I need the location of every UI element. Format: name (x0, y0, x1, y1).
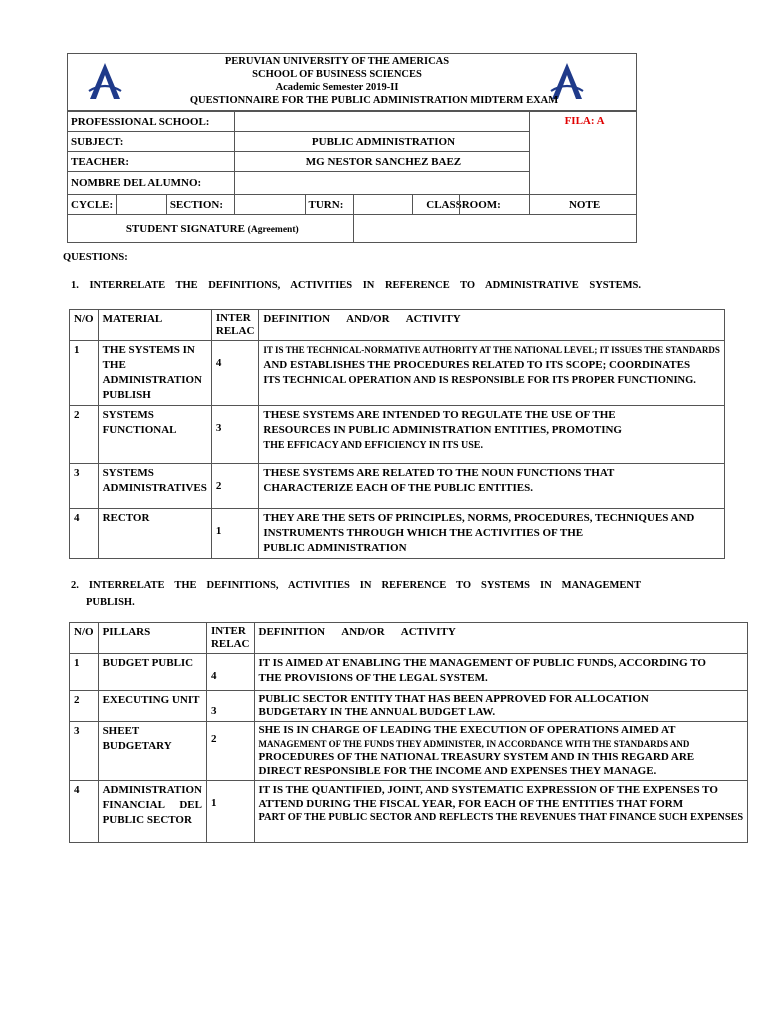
teacher-value: MG NESTOR SANCHEZ BAEZ (234, 152, 529, 172)
student-name-field[interactable] (234, 172, 529, 195)
definition-line: ITS TECHNICAL OPERATION AND IS RESPONSIBLE FOR ITS PROPER FUNCTIONING. (263, 375, 696, 386)
col-header-definition: DEFINITION AND/OR ACTIVITY (254, 623, 748, 654)
section-field[interactable] (234, 195, 305, 215)
definition-line: PART OF THE PUBLIC SECTOR AND REFLECTS THE REVENUES THAT FINANCE SUCH EXPENSES (258, 812, 744, 823)
definition-line: THESE SYSTEMS ARE INTENDED TO REGULATE THE USE OF THE (263, 409, 616, 421)
row-number: 2 (70, 406, 99, 464)
row-relac[interactable]: 2 (206, 722, 254, 781)
header-fields-table (67, 111, 637, 243)
classroom-label: CLASSROOM: (426, 198, 501, 211)
subject-label: SUBJECT: (68, 132, 235, 152)
table-row (70, 406, 725, 464)
semester: Academic Semester 2019-II (275, 82, 399, 93)
fila-label: FILA: A (564, 115, 605, 127)
row-pillar: ADMINISTRATION FINANCIAL DEL PUBLIC SECTOR (98, 781, 206, 843)
row-definition (259, 509, 724, 559)
row-pillar: EXECUTING UNIT (98, 691, 206, 722)
question1-title: 1. INTERRELATE THE DEFINITIONS, ACTIVITIES IN REFERENCE TO ADMINISTRATIVE SYSTEMS. (71, 280, 641, 291)
row-number: 2 (70, 691, 99, 722)
definition-line: IT IS AIMED AT ENABLING THE MANAGEMENT OF PUBLIC FUNDS, ACCORDING TO (258, 657, 706, 669)
row-relac[interactable]: 1 (206, 781, 254, 843)
row-material: RECTOR (98, 509, 211, 559)
row-material: THE SYSTEMS IN THE ADMINISTRATION PUBLISH (98, 341, 211, 406)
definition-line: SHE IS IN CHARGE OF LEADING THE EXECUTION OF OPERATIONS AIMED AT (258, 724, 676, 736)
col-header-no: N/O (70, 623, 99, 654)
col-header-material: MATERIAL (98, 310, 211, 341)
definition-line: INSTRUMENTS THROUGH WHICH THE ACTIVITIES OF THE (263, 527, 584, 539)
question1-table (69, 309, 725, 559)
signature-label: STUDENT SIGNATURE (125, 222, 245, 235)
row-definition (254, 722, 748, 781)
definition-line: BUDGETARY IN THE ANNUAL BUDGET LAW. (258, 706, 496, 718)
row-relac[interactable]: 3 (211, 406, 259, 464)
exam-header (67, 53, 637, 238)
definition-line: DIRECT RESPONSIBLE FOR THE INCOME AND EXPENSES THEY MANAGE. (258, 764, 657, 777)
definition-line: RESOURCES IN PUBLIC ADMINISTRATION ENTITIES, PROMOTING (263, 424, 622, 436)
col-header-definition: DEFINITION AND/OR ACTIVITY (259, 310, 724, 341)
turn-field[interactable] (354, 195, 413, 215)
signature-note: (Agreement) (247, 224, 299, 235)
questions-label: QUESTIONS: (63, 252, 128, 263)
row-definition (254, 654, 748, 691)
question2-title-cont: PUBLISH. (86, 597, 135, 608)
row-number: 1 (70, 654, 99, 691)
col-header-relac: INTER RELAC (211, 310, 259, 341)
row-pillar: SHEET BUDGETARY (98, 722, 206, 781)
school-name: SCHOOL OF BUSINESS SCIENCES (252, 69, 422, 80)
cycle-field[interactable] (116, 195, 166, 215)
table-row (70, 464, 725, 509)
table-row (70, 722, 748, 781)
definition-line: ATTEND DURING THE FISCAL YEAR, FOR EACH OF THE ENTITIES THAT FORM (258, 798, 684, 810)
fila-cell (530, 112, 637, 195)
definition-line: THE EFFICACY AND EFFICIENCY IN ITS USE. (263, 440, 483, 451)
row-relac[interactable]: 3 (206, 691, 254, 722)
definition-line: THEY ARE THE SETS OF PRINCIPLES, NORMS, PROCEDURES, TECHNIQUES AND (263, 512, 695, 524)
definition-line: CHARACTERIZE EACH OF THE PUBLIC ENTITIES. (263, 482, 533, 494)
col-header-no: N/O (70, 310, 99, 341)
definition-line: MANAGEMENT OF THE FUNDS THEY ADMINISTER, IN ACCORDANCE WITH THE STANDARDS AND (258, 738, 690, 749)
signature-label-cell (68, 215, 354, 243)
exam-title: QUESTIONNAIRE FOR THE PUBLIC ADMINISTRATION MIDTERM EXAM (189, 95, 559, 106)
question2-table (69, 622, 748, 843)
row-definition (254, 781, 748, 843)
turn-label: TURN: (305, 195, 354, 215)
col-header-relac: INTER RELAC (206, 623, 254, 654)
definition-line: PROCEDURES OF THE NATIONAL TREASURY SYSTEM AND IN THIS REGARD ARE (258, 751, 695, 763)
classroom-cell (413, 195, 530, 215)
definition-line: THESE SYSTEMS ARE RELATED TO THE NOUN FUNCTIONS THAT (263, 467, 615, 479)
row-number: 4 (70, 781, 99, 843)
definition-line: IT IS THE QUANTIFIED, JOINT, AND SYSTEMATIC EXPRESSION OF THE EXPENSES TO (258, 784, 718, 796)
cycle-label: CYCLE: (68, 195, 117, 215)
signature-field[interactable] (354, 215, 637, 243)
table-row (70, 654, 748, 691)
professional-school-value[interactable] (234, 112, 529, 132)
professional-school-label: PROFESSIONAL SCHOOL: (68, 112, 235, 132)
definition-line: THE PROVISIONS OF THE LEGAL SYSTEM. (258, 672, 488, 684)
table-row (70, 781, 748, 843)
definition-line: PUBLIC ADMINISTRATION (263, 542, 407, 554)
question2-title: 2. INTERRELATE THE DEFINITIONS, ACTIVITIES IN REFERENCE TO SYSTEMS IN MANAGEMENT (71, 580, 641, 591)
row-number: 4 (70, 509, 99, 559)
student-name-label: NOMBRE DEL ALUMNO: (68, 172, 235, 195)
section-label: SECTION: (166, 195, 234, 215)
row-relac[interactable]: 4 (211, 341, 259, 406)
row-material: SYSTEMS ADMINISTRATIVES (98, 464, 211, 509)
note-label: NOTE (530, 195, 637, 215)
university-name: PERUVIAN UNIVERSITY OF THE AMERICAS (224, 56, 450, 67)
table-row (70, 509, 725, 559)
row-pillar: BUDGET PUBLIC (98, 654, 206, 691)
table-row (70, 691, 748, 722)
row-number: 3 (70, 464, 99, 509)
row-relac[interactable]: 2 (211, 464, 259, 509)
row-definition (254, 691, 748, 722)
definition-line: AND ESTABLISHES THE PROCEDURES RELATED TO ITS SCOPE; COORDINATES (263, 359, 691, 371)
row-number: 1 (70, 341, 99, 406)
row-definition (259, 464, 724, 509)
table-row (70, 341, 725, 406)
row-material: SYSTEMS FUNCTIONAL (98, 406, 211, 464)
row-definition (259, 406, 724, 464)
teacher-label: TEACHER: (68, 152, 235, 172)
row-relac[interactable]: 1 (211, 509, 259, 559)
definition-line: PUBLIC SECTOR ENTITY THAT HAS BEEN APPROVED FOR ALLOCATION (258, 693, 649, 705)
row-number: 3 (70, 722, 99, 781)
row-relac[interactable]: 4 (206, 654, 254, 691)
subject-value: PUBLIC ADMINISTRATION (234, 132, 529, 152)
col-header-pillars: PILLARS (98, 623, 206, 654)
definition-line: IT IS THE TECHNICAL-NORMATIVE AUTHORITY AT THE NATIONAL LEVEL; IT ISSUES THE STANDARDS (263, 345, 720, 355)
row-definition (259, 341, 724, 406)
